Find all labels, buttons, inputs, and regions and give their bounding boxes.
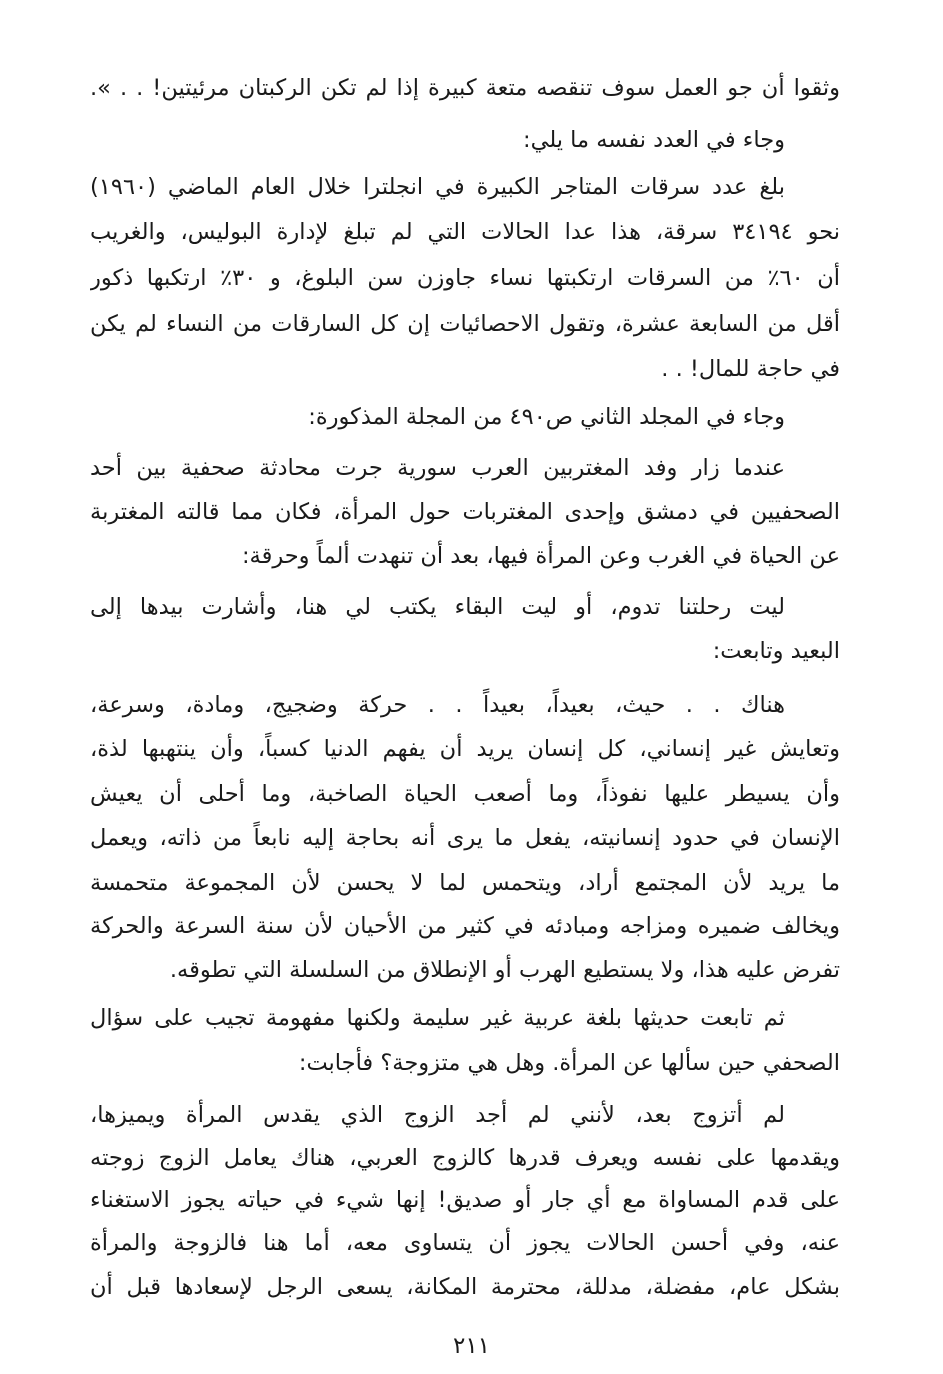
text-line: عندما زار وفد المغتربين العرب سورية جرت محادثة صحفية بين أحد bbox=[90, 455, 785, 481]
text-line: على قدم المساواة مع أي جار أو صديق! إنها شيء في حياته يجوز الاستغناء bbox=[90, 1187, 840, 1213]
text-line: ليت رحلتنا تدوم، أو ليت البقاء يكتب لي هنا، وأشارت بيدها إلى bbox=[90, 594, 785, 620]
text-line: عن الحياة في الغرب وعن المرأة فيها، بعد أن تنهدت ألماً وحرقة: bbox=[241, 543, 840, 569]
text-line: وجاء في العدد نفسه ما يلي: bbox=[522, 127, 785, 153]
text-line: لم أتزوج بعد، لأنني لم أجد الزوج الذي يقدس المرأة ويميزها، bbox=[90, 1102, 785, 1128]
text-line: الصحفيين في دمشق وإحدى المغتربات حول المرأة، فكان مما قالته المغتربة bbox=[90, 499, 840, 525]
text-line: ويخالف ضميره ومزاجه ومبادئه في كثير من الأحيان لأن سنة السرعة والحركة bbox=[90, 913, 840, 939]
text-line: نحو ٣٤١٩٤ سرقة، هذا عدا الحالات التي لم تبلغ لإدارة البوليس، والغريب bbox=[90, 219, 840, 245]
text-line: ما يريد لأن المجتمع أراد، ويتحمس لما لا يحسن لأن المجموعة متحمسة bbox=[90, 870, 840, 896]
text-line: ثم تابعت حديثها بلغة عربية غير سليمة ولكنها مفهومة تجيب على سؤال bbox=[90, 1005, 785, 1031]
text-line: تفرض عليه هذا، ولا يستطيع الهرب أو الإنطلاق من السلسلة التي تطوقه. bbox=[169, 957, 840, 983]
text-line: وجاء في المجلد الثاني ص٤٩٠ من المجلة المذكورة: bbox=[308, 404, 785, 430]
text-line: وأن يسيطر عليها نفوذاً، وما أصعب الحياة الصاخبة، وما أحلى أن يعيش bbox=[90, 781, 840, 807]
text-line: هناك . . حيث، بعيداً، بعيداً . . حركة وضجيج، ومادة، وسرعة، bbox=[90, 692, 785, 718]
text-line: البعيد وتابعت: bbox=[712, 638, 840, 664]
text-line: الصحفي حين سألها عن المرأة. وهل هي متزوجة؟ فأجابت: bbox=[298, 1050, 840, 1076]
text-line: ويقدمها على نفسه ويعرف قدرها كالزوج العربي، هناك يعامل الزوج زوجته bbox=[90, 1145, 840, 1171]
page-number: ٢١١ bbox=[452, 1333, 491, 1359]
text-line: بلغ عدد سرقات المتاجر الكبيرة في انجلترا خلال العام الماضي (١٩٦٠) bbox=[90, 174, 785, 200]
text-line: في حاجة للمال! . . bbox=[661, 356, 840, 382]
text-line: أن ٦٠٪ من السرقات ارتكبتها نساء جاوزن سن البلوغ، و ٣٠٪ ارتكبها ذكور bbox=[90, 265, 840, 291]
text-line: وثقوا أن جو العمل سوف تنقصه متعة كبيرة إذا لم تكن الركبتان مرئيتين! . . ». bbox=[90, 75, 840, 101]
text-line: أقل من السابعة عشرة، وتقول الاحصائيات إن كل السارقات من النساء لم يكن bbox=[90, 311, 840, 337]
text-line: الإنسان في حدود إنسانيته، يفعل ما يرى أنه بحاجة إليه نابعاً من ذاته، ويعمل bbox=[90, 825, 840, 851]
text-line: وتعايش غير إنساني، كل إنسان يريد أن يفهم الدنيا كسباً، وأن ينتهبها لذة، bbox=[90, 736, 840, 762]
text-line: بشكل عام، مفضلة، مدللة، محترمة المكانة، يسعى الرجل لإسعادها قبل أن bbox=[90, 1274, 840, 1300]
text-line: عنه، وفي أحسن الحالات يجوز أن يتساوى معه، أما هنا فالزوجة والمرأة bbox=[90, 1230, 840, 1256]
